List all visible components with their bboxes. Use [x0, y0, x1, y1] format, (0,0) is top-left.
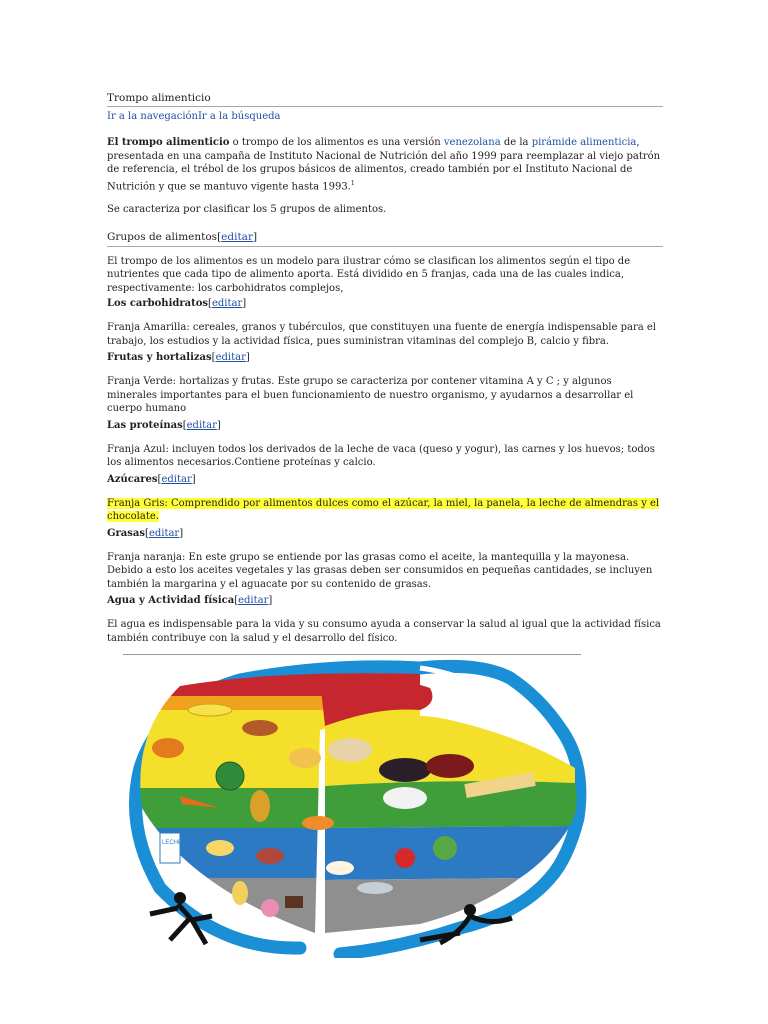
- bracket: ]: [245, 352, 250, 364]
- band-green-right: [325, 781, 577, 828]
- image-divider: [123, 654, 581, 655]
- rice-icon: [383, 787, 427, 809]
- bread-icon: [328, 738, 372, 762]
- go-to-search-link[interactable]: Ir a la búsqueda: [197, 111, 281, 122]
- groups-heading: [107, 231, 663, 247]
- fish-icon: [357, 882, 393, 894]
- bracket: ]: [216, 419, 221, 431]
- bracket: ]: [191, 473, 196, 485]
- section-text: Franja Verde: hortalizas y frutas. Este grupo se caracteriza por contener vitamina A y C ; y algunos minerales importantes para el buen funcionamiento de nuestro organismo, y ayudarnos a desarrollar el cuerpo humano: [107, 376, 634, 415]
- section-heading-text: Frutas y hortalizas: [107, 352, 212, 364]
- section-heading: [107, 420, 663, 431]
- highlighted-text: Franja Gris: Comprendido por alimentos dulces como el azúcar, la miel, la panela, la leche de almendras y el chocolate.: [107, 497, 660, 523]
- eggs-icon: [326, 861, 354, 875]
- gymnast-head: [464, 904, 476, 916]
- page-title: Trompo alimenticio: [107, 92, 663, 107]
- bracket: ]: [242, 298, 247, 310]
- bracket: ]: [268, 595, 273, 607]
- corn-icon: [289, 748, 321, 768]
- candy-icon: [261, 899, 279, 917]
- intro-paragraph: [107, 136, 663, 193]
- intro-text-3: , presentada en una campaña de Instituto Nacional de Nutrición del año 1999 para reemplazar al viejo patrón de referencia, el trébol de los grupos básicos de alimentos, creado también por el Instituto Nacional de Nutrición y que se mantuvo vigente hasta 1993.: [107, 137, 661, 192]
- red-beans-icon: [426, 754, 474, 778]
- groups-intro: El trompo de los alimentos es un modelo para ilustrar cómo se clasifican los alimentos según el tipo de nutrientes que cada tipo de alimento aporta. Está dividido en 5 franjas, cada una de las cuales indica, respectivamente: los carbohidratos complejos,: [107, 255, 631, 294]
- section-heading-text: Agua y Actividad física: [107, 595, 235, 607]
- edit-link[interactable]: editar: [221, 230, 253, 243]
- section-text: Franja Azul: incluyen todos los derivados de la leche de vaca (queso y yogur), las carnes y los huevos; todos los alimentos necesarios.Contiene proteínas y calcio.: [107, 443, 655, 469]
- section-text: El agua es indispensable para la vida y su consumo ayuda a conservar la salud al igual que la actividad física también contribuye con la salud y el desarrollo del físico.: [107, 619, 661, 644]
- section-heading-text: Los carbohidratos: [107, 298, 209, 310]
- article: [107, 92, 663, 649]
- edit-link[interactable]: editar: [215, 352, 246, 364]
- pineapple-icon: [250, 790, 270, 822]
- edit-link[interactable]: editar: [211, 298, 243, 310]
- bracket: [: [145, 527, 149, 539]
- section-heading-text: Azúcares: [107, 473, 158, 485]
- section-heading: [107, 298, 663, 309]
- chocolate-icon: [285, 896, 303, 908]
- section-heading-text: Las proteínas: [107, 419, 183, 431]
- watermelon-icon: [216, 762, 244, 790]
- edit-link[interactable]: editar: [161, 473, 192, 485]
- reference-marker[interactable]: 1: [350, 179, 355, 187]
- section-heading: [107, 474, 663, 485]
- beans-icon: [379, 758, 431, 782]
- section-text: [107, 497, 663, 524]
- venezolana-link[interactable]: venezolana: [443, 137, 501, 148]
- intro-bold-term: El trompo alimenticio: [107, 137, 230, 148]
- oil-icon: [232, 881, 248, 905]
- sweet-potato-icon: [242, 720, 278, 736]
- piramide-alimenticia-link[interactable]: pirámide alimenticia: [531, 137, 637, 148]
- bracket: [: [211, 352, 216, 364]
- section-heading: [107, 528, 663, 539]
- milk-label: LECHE: [162, 840, 183, 846]
- section-heading: [107, 595, 663, 606]
- cheese-icon: [206, 840, 234, 856]
- go-to-navigation-link[interactable]: Ir a la navegación: [107, 111, 198, 122]
- runner-head: [174, 892, 186, 904]
- bracket: ]: [179, 527, 184, 539]
- bracket: [: [182, 419, 187, 431]
- intro-text-2: de la: [500, 137, 532, 148]
- groups-heading-text: Grupos de alimentos: [107, 230, 218, 243]
- bracket: [: [217, 230, 222, 243]
- pumpkin-icon: [152, 738, 184, 758]
- bracket: [: [157, 473, 162, 485]
- edit-link[interactable]: editar: [186, 419, 217, 431]
- edit-link[interactable]: editar: [148, 527, 180, 539]
- milk-carton-icon: [160, 833, 183, 863]
- meat-icon: [256, 848, 284, 864]
- bracket: ]: [252, 230, 258, 243]
- skip-links: [107, 111, 663, 122]
- section-heading: [107, 352, 663, 363]
- papaya-icon: [302, 816, 334, 830]
- intro-paragraph-2: Se caracteriza por clasificar los 5 grupos de alimentos.: [107, 204, 387, 216]
- bracket: [: [208, 298, 212, 310]
- runner-silhouette: [150, 892, 212, 944]
- trompo-alimenticio-figure: [120, 658, 590, 958]
- section-heading-text: Grasas: [107, 527, 146, 539]
- banana-icon: [188, 704, 232, 716]
- cabbage-icon: [433, 836, 457, 860]
- tomato-icon: [395, 848, 415, 868]
- intro-text-1: o trompo de los alimentos es una versión: [229, 137, 444, 148]
- bracket: [: [234, 595, 239, 607]
- section-text: Franja naranja: En este grupo se entiende por las grasas como el aceite, la mantequilla y la mayonesa. Debido a esto los aceites vegetales y las grasas deben ser consumidos en pequeñas cantidades, se incluyen también la margarina y el aguacate por su contenido de grasas.: [107, 551, 653, 590]
- section-text: Franja Amarilla: cereales, granos y tubérculos, que constituyen una fuente de energía indispensable para el trabajo, los estudios y la actividad física, pues suministran vitaminas del complejo B, calcio y fibra.: [107, 322, 656, 347]
- edit-link[interactable]: editar: [238, 595, 269, 607]
